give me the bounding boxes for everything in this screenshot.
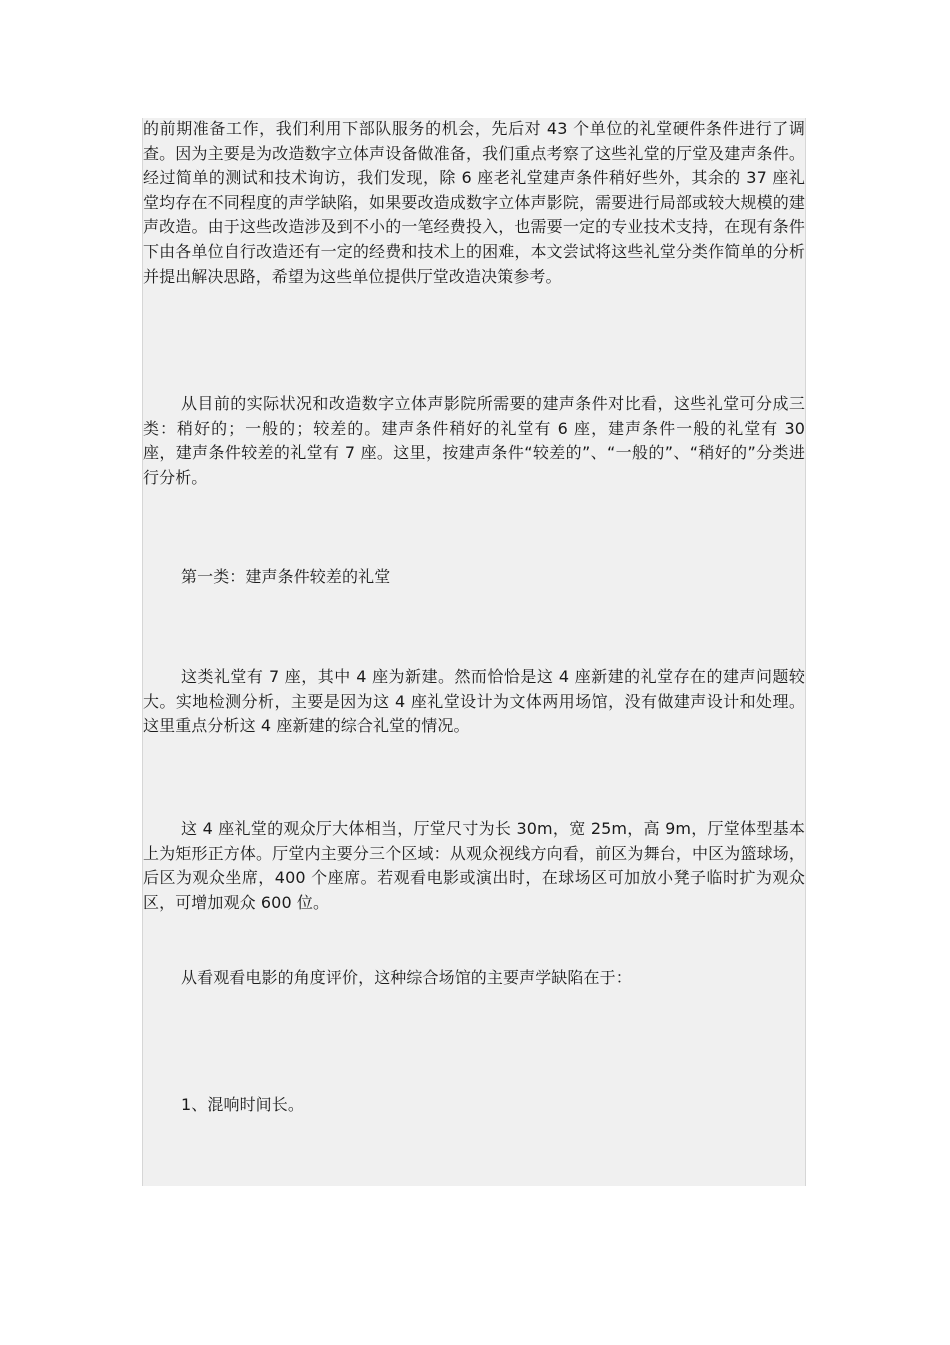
paragraph-acoustic-defects: 从看观看电影的角度评价，这种综合场馆的主要声学缺陷在于： bbox=[181, 968, 632, 987]
paragraph-category-one: 这类礼堂有 7 座，其中 4 座为新建。然而恰恰是这 4 座新建的礼堂存在的建声问题较大。实地检测分析，主要是因为这 4 座礼堂设计为文体两用场馆，没有做建声设计和处理。这里重点分析这 4 座新建的综合礼堂的情况。 bbox=[143, 667, 805, 736]
paragraph-intro: 的前期准备工作，我们利用下部队服务的机会，先后对 43 个单位的礼堂硬件条件进行了调查。因为主要是为改造数字立体声设备做准备，我们重点考察了这些礼堂的厅堂及建声条件。经过简单的测试和技术询访，我们发现，除 6 座老礼堂建声条件稍好些外，其余的 37 座礼堂均存在不同程度的声学缺陷，如果要改造成数字立体声影院，需要进行局部或较大规模的建声改造。由于这些改造涉及到不小的一笔经费投入，也需要一定的专业技术支持，在现有条件下由各单位自行改造还有一定的经费和技术上的困难，本文尝试将这些礼堂分类作简单的分析并提出解决思路，希望为这些单位提供厅堂改造决策参考。 bbox=[143, 119, 805, 286]
list-item-reverberation: 1、混响时间长。 bbox=[181, 1095, 304, 1114]
paragraph-classification: 从目前的实际状况和改造数字立体声影院所需要的建声条件对比看，这些礼堂可分成三类：稍好的；一般的；较差的。建声条件稍好的礼堂有 6 座，建声条件一般的礼堂有 30 座，建声条件较差的礼堂有 7 座。这里，按建声条件“较差的”、“一般的”、“稍好的”分类进行分析。 bbox=[143, 394, 805, 487]
paragraph-hall-dimensions: 这 4 座礼堂的观众厅大体相当，厅堂尺寸为长 30m，宽 25m，高 9m，厅堂体型基本上为矩形正方体。厅堂内主要分三个区域：从观众视线方向看，前区为舞台，中区为篮球场，后区为观众坐席，400 个座席。若观看电影或演出时，在球场区可加放小凳子临时扩为观众区，可增加观众 600 位。 bbox=[143, 819, 805, 912]
section-heading-category-one: 第一类：建声条件较差的礼堂 bbox=[181, 567, 391, 586]
